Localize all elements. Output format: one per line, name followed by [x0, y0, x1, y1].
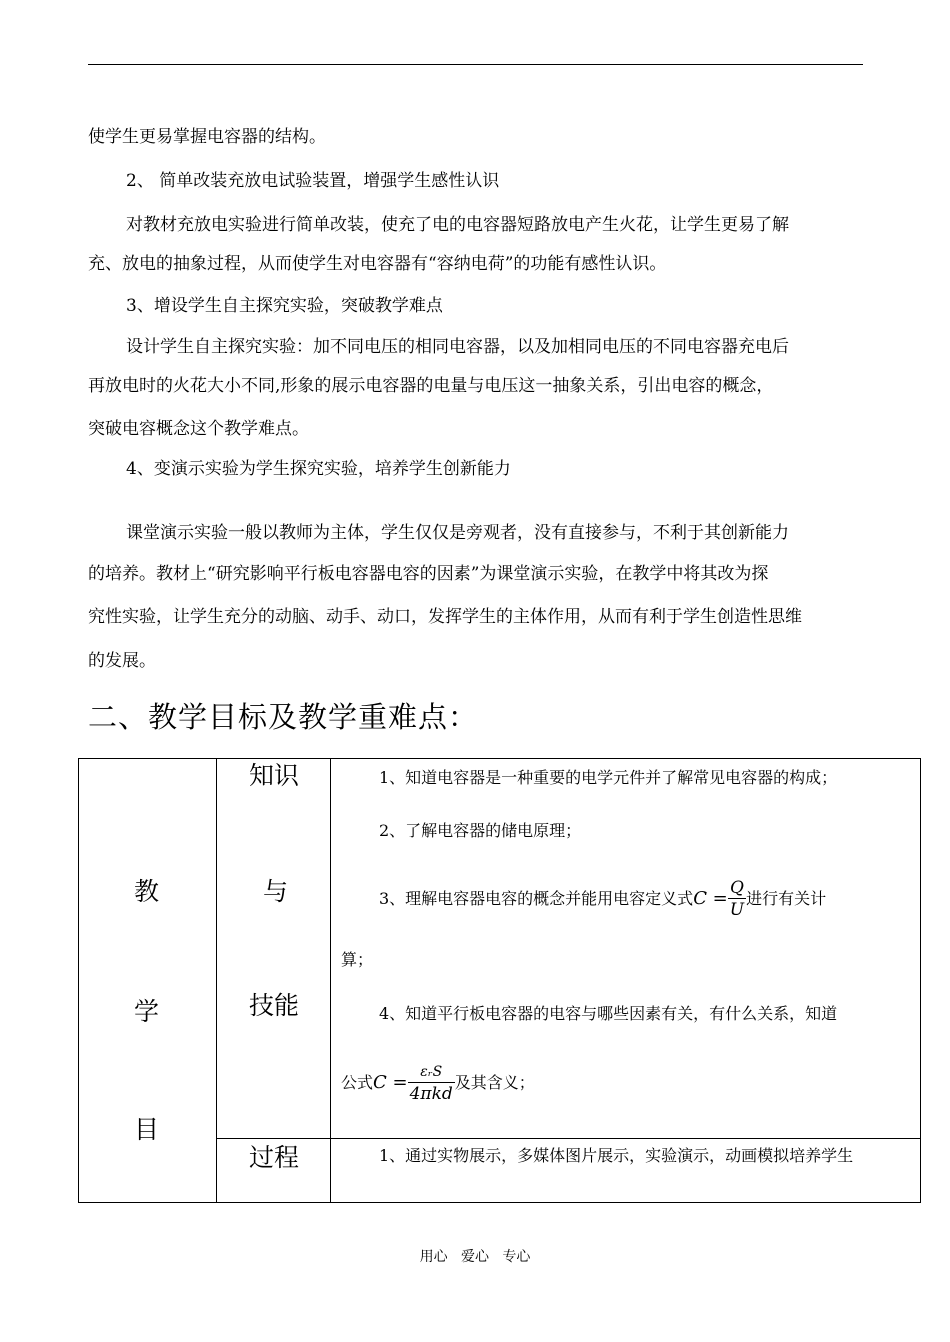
page-footer: 用心 爱心 专心	[419, 1249, 531, 1265]
knowledge-item-4-formula-line	[341, 1057, 535, 1109]
paragraph-line: 4、变演示实验为学生探究实验，培养学生创新能力	[126, 459, 511, 479]
category-char: 学	[134, 997, 160, 1026]
paragraph-line: 设计学生自主探究实验：加不同电压的相同电容器，以及加相同电压的不同电容器充电后	[126, 337, 789, 357]
knowledge-skill-content-cell	[331, 759, 921, 1139]
knowledge-skill-label-cell	[217, 759, 331, 1139]
paragraph-line: 的培养。教材上“研究影响平行板电容器电容的因素”为课堂演示实验，在教学中将其改为探	[88, 564, 769, 584]
paragraph-line: 的发展。	[88, 651, 156, 671]
label-process: 过程	[249, 1143, 300, 1172]
goals-category-cell	[79, 759, 217, 1203]
paragraph-line: 充、放电的抽象过程，从而使学生对电容器有“容纳电荷”的功能有感性认识。	[88, 254, 667, 274]
paragraph-line: 3、增设学生自主探究实验，突破教学难点	[126, 296, 443, 316]
knowledge-item-3-wrap: 算；	[341, 950, 374, 969]
paragraph-line: 再放电时的火花大小不同,形象的展示电容器的电量与电压这一抽象关系，引出电容的概念，	[88, 376, 774, 396]
formula-parallel-plate-lhs: C =	[373, 1072, 408, 1093]
paragraph-line: 使学生更易掌握电容器的结构。	[88, 127, 326, 147]
knowledge-item-3	[379, 873, 826, 925]
knowledge-item-2: 2、了解电容器的储电原理；	[379, 821, 582, 840]
paragraph-line: 突破电容概念这个教学难点。	[88, 419, 309, 439]
header-rule	[88, 64, 863, 65]
section-heading: 二、教学目标及教学重难点：	[88, 700, 479, 734]
label-knowledge: 知识	[249, 761, 300, 790]
formula-parallel-plate-fraction	[408, 1062, 455, 1105]
formula-numerator: εᵣS	[408, 1062, 455, 1083]
knowledge-item-3-text: 3、理解电容器电容的概念并能用电容定义式	[379, 889, 694, 908]
knowledge-item-1: 1、知道电容器是一种重要的电学元件并了解常见电容器的构成；	[379, 768, 838, 787]
process-label-cell	[217, 1139, 331, 1203]
process-item-1: 1、通过实物展示，多媒体图片展示，实验演示，动画模拟培养学生	[379, 1146, 854, 1165]
knowledge-item-4-tail: 及其含义；	[454, 1073, 535, 1092]
category-char: 目	[134, 1115, 160, 1144]
label-skill: 技能	[249, 991, 300, 1020]
paragraph-line: 2、 简单改装充放电试验装置，增强学生感性认识	[126, 171, 500, 191]
process-content-cell	[331, 1139, 921, 1203]
paragraph-line: 对教材充放电实验进行简单改装，使充了电的电容器短路放电产生火花，让学生更易了解	[126, 215, 789, 235]
formula-denominator: 4πkd	[409, 1084, 453, 1104]
formula-capacitance-lhs: C =	[693, 888, 728, 909]
formula-denominator: U	[729, 900, 745, 920]
label-and: 与	[263, 877, 289, 906]
paragraph-line: 课堂演示实验一般以教师为主体，学生仅仅是旁观者，没有直接参与，不利于其创新能力	[126, 523, 789, 543]
category-char: 教	[134, 877, 160, 906]
knowledge-item-3-tail: 进行有关计	[746, 889, 827, 908]
knowledge-item-4: 4、知道平行板电容器的电容与哪些因素有关，有什么关系，知道	[379, 1004, 838, 1023]
paragraph-line: 究性实验，让学生充分的动脑、动手、动口，发挥学生的主体作用，从而有利于学生创造性思维	[88, 607, 802, 627]
formula-capacitance-fraction	[728, 878, 746, 921]
knowledge-item-4-prefix: 公式	[341, 1073, 374, 1092]
formula-numerator: Q	[728, 878, 746, 899]
objectives-table	[78, 758, 921, 1203]
